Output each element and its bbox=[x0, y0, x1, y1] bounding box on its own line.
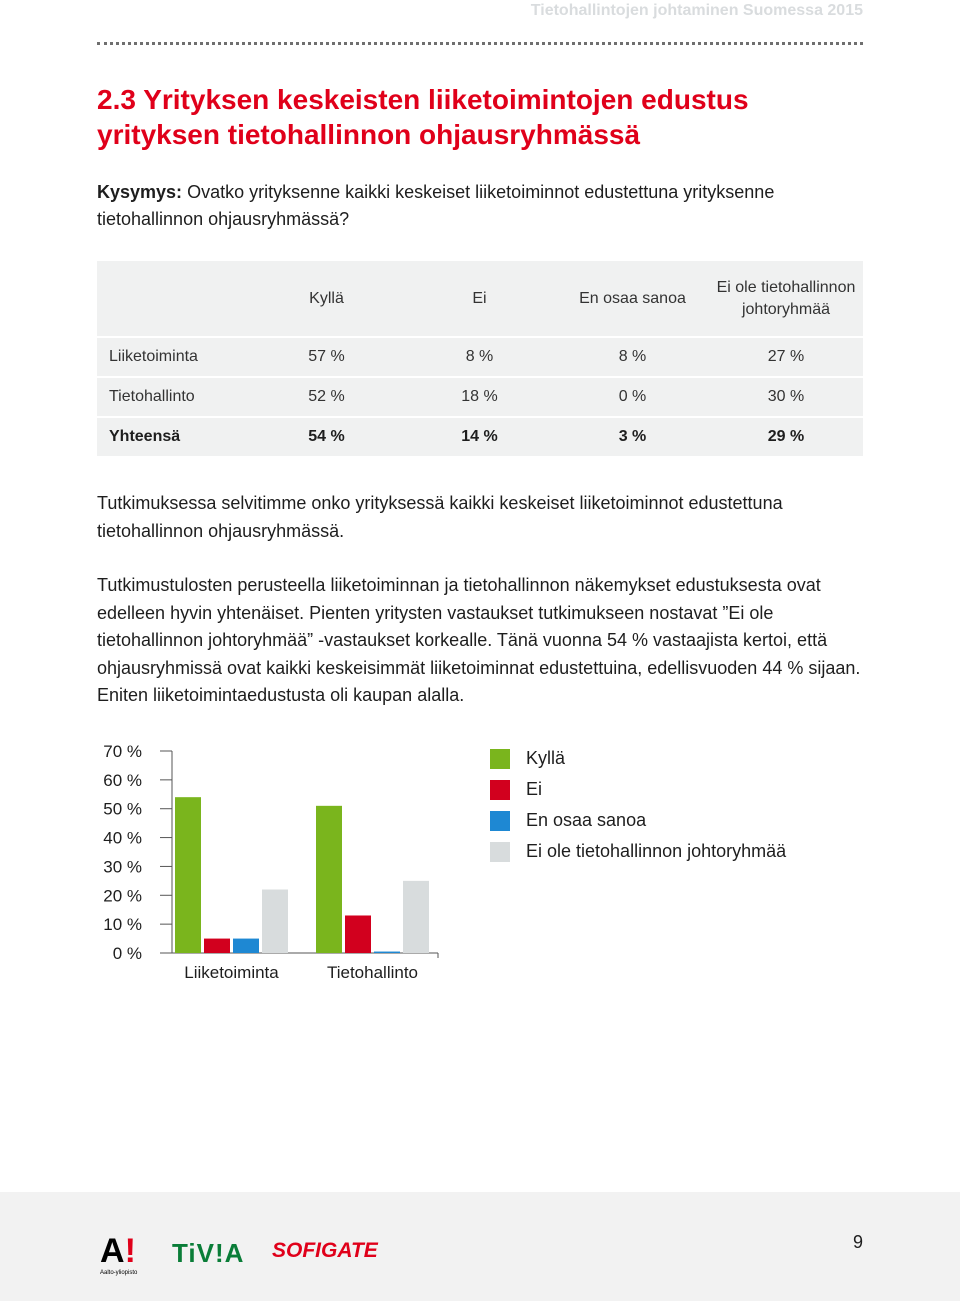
legend-label: Ei ole tietohallinnon johtoryhmää bbox=[526, 841, 787, 861]
y-tick-label: 20 % bbox=[103, 886, 142, 906]
question-text: Ovatko yrityksenne kaikki keskeiset liiketoiminnot edustettuna yrityksenne tietohallinnon ohjausryhmässä? bbox=[97, 182, 775, 229]
table-cell: 52 % bbox=[308, 388, 345, 405]
table-cell: 29 % bbox=[767, 428, 805, 445]
running-title: Tietohallintojen johtaminen Suomessa 2015 bbox=[530, 2, 863, 19]
page-footer bbox=[0, 1192, 960, 1301]
bar bbox=[345, 915, 371, 953]
aalto-logo-mark: A bbox=[100, 1232, 125, 1270]
bar bbox=[403, 881, 429, 953]
table-cell: 0 % bbox=[618, 388, 647, 405]
body-paragraph: Tutkimustulosten perusteella liiketoiminnan ja tietohallinnon näkemykset edustuksesta ovat edelleen hyvin yhtenäiset. Pienten yritysten vastaukset tutkimukseen nostavat ”Ei ole tietohallinnon johtoryhmää” -vastaukset korkealle. Tänä vuonna 54 % vastaajista kertoi, että ohjausryhmissä ovat kaikki keskeisimmät liiketoiminnat edustettuina, edellisvuoden 44 % sijaan. Eniten liiketoimintaedustusta oli kaupan alalla. bbox=[97, 575, 861, 705]
table-header-cell: Ei bbox=[472, 289, 487, 307]
survey-question bbox=[97, 179, 863, 233]
question-label: Kysymys: bbox=[97, 182, 183, 202]
table-cell: 30 % bbox=[767, 388, 805, 405]
table-cell: 18 % bbox=[461, 388, 498, 405]
table-cell: Liiketoiminta bbox=[109, 348, 198, 365]
table-row bbox=[97, 376, 863, 416]
aalto-logo bbox=[100, 1234, 137, 1276]
chart-legend bbox=[490, 743, 786, 867]
table-cell: 3 % bbox=[618, 428, 647, 445]
legend-item bbox=[490, 774, 786, 805]
table-cell: 14 % bbox=[461, 428, 498, 445]
y-tick-label: 60 % bbox=[103, 770, 142, 790]
legend-swatch bbox=[490, 842, 510, 862]
tivia-logo: TiV!A bbox=[172, 1238, 245, 1268]
dotted-divider bbox=[97, 42, 863, 45]
y-tick-label: 30 % bbox=[103, 857, 142, 877]
y-tick-label: 50 % bbox=[103, 799, 142, 819]
table-row bbox=[97, 336, 863, 376]
legend-label: Kyllä bbox=[526, 748, 566, 768]
table-cell: 54 % bbox=[308, 428, 345, 445]
legend-item bbox=[490, 836, 786, 867]
legend-swatch bbox=[490, 811, 510, 831]
table-cell: 8 % bbox=[618, 348, 647, 365]
bar bbox=[262, 890, 288, 953]
bar bbox=[233, 939, 259, 953]
sofigate-logo: SOFIGATE bbox=[272, 1239, 378, 1262]
bar bbox=[316, 806, 342, 953]
legend-label: Ei bbox=[526, 779, 543, 799]
y-tick-label: 10 % bbox=[103, 915, 142, 935]
table-cell: Tietohallinto bbox=[109, 388, 195, 405]
results-table bbox=[97, 261, 863, 456]
bar bbox=[374, 952, 400, 953]
table-total-row bbox=[97, 416, 863, 456]
x-tick-label: Tietohallinto bbox=[326, 963, 419, 982]
legend-item bbox=[490, 743, 786, 774]
legend-label: En osaa sanoa bbox=[526, 810, 647, 830]
table-header-cell: Ei ole tietohallinnon johtoryhmää bbox=[716, 278, 856, 318]
table-cell: Yhteensä bbox=[109, 428, 181, 445]
table-header-cell: En osaa sanoa bbox=[579, 289, 686, 307]
x-tick-label: Liiketoiminta bbox=[184, 963, 279, 982]
table-cell: 8 % bbox=[465, 348, 494, 365]
y-tick-label: 70 % bbox=[103, 742, 142, 761]
bar-chart bbox=[90, 730, 450, 1000]
legend-item bbox=[490, 805, 786, 836]
table-header-cell: Kyllä bbox=[309, 289, 344, 307]
y-tick-label: 40 % bbox=[103, 828, 142, 848]
y-tick-label: 0 % bbox=[112, 944, 142, 963]
section-title: 2.3 Yrityksen keskeisten liiketoimintojen edustus yrityksen tietohallinnon ohjausryhmässä bbox=[97, 84, 749, 150]
table-cell: 27 % bbox=[767, 348, 805, 365]
table-header-row bbox=[97, 261, 863, 336]
table-cell: 57 % bbox=[308, 348, 345, 365]
bar bbox=[175, 797, 201, 953]
aalto-logo-subtitle: Aalto-yliopisto bbox=[100, 1270, 138, 1276]
legend-swatch bbox=[490, 749, 510, 769]
page-number: 9 bbox=[852, 1232, 863, 1252]
legend-swatch bbox=[490, 780, 510, 800]
body-paragraph: Tutkimuksessa selvitimme onko yrityksessä kaikki keskeiset liiketoiminnot edustettuna tietohallinnon ohjausryhmässä. bbox=[97, 493, 783, 541]
aalto-logo-bang: ! bbox=[124, 1232, 136, 1270]
bar bbox=[204, 939, 230, 953]
